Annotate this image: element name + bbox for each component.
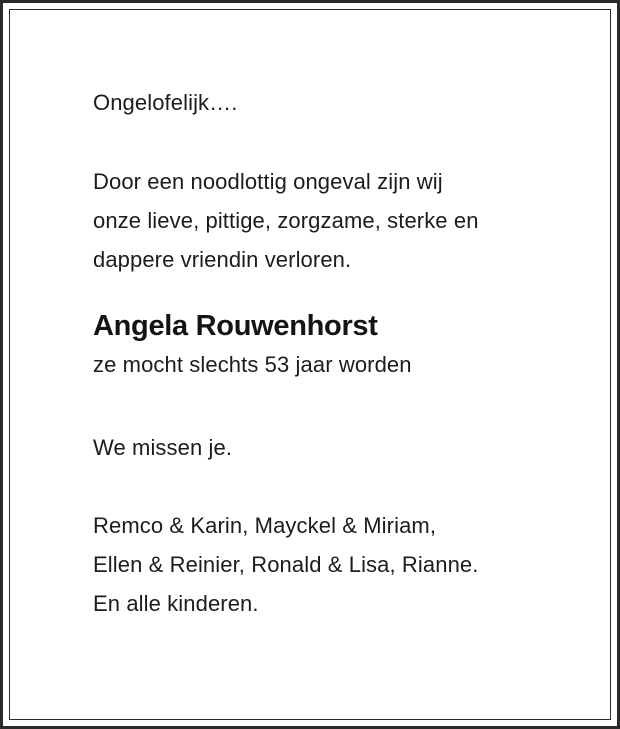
signature-line: En alle kinderen. — [93, 591, 259, 616]
message-line: onze lieve, pittige, zorgzame, sterke en — [93, 208, 479, 233]
signature-line: Remco & Karin, Mayckel & Miriam, — [93, 513, 437, 538]
notice-content — [93, 83, 573, 623]
age-line: ze mocht slechts 53 jaar worden — [93, 352, 412, 377]
message-block — [93, 162, 573, 279]
closing-text: We missen je. — [93, 435, 233, 460]
deceased-name: Angela Rouwenhorst — [93, 310, 378, 342]
signature-line: Ellen & Reinier, Ronald & Lisa, Rianne. — [93, 552, 479, 577]
opening-text: Ongelofelijk…. — [93, 90, 238, 115]
message-line: dappere vriendin verloren. — [93, 247, 352, 272]
message-line: Door een noodlottig ongeval zijn wij — [93, 169, 443, 194]
signature-block — [93, 506, 573, 623]
